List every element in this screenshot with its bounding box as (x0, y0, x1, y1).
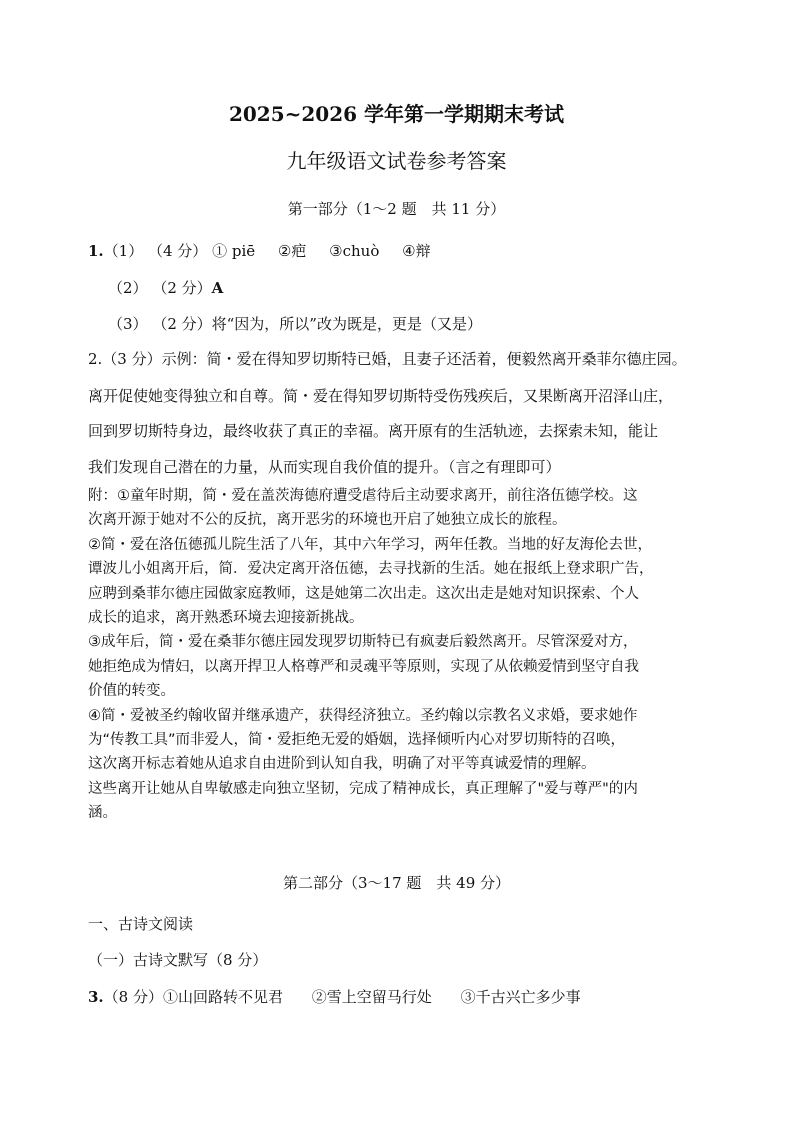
part2-heading: 第二部分（3～17 题 共 49 分） (282, 874, 511, 892)
q3-item: ③千古兴亡多少事 (460, 988, 581, 1006)
q1-s2-score: （2 分） (152, 279, 212, 297)
q1-s3-label: （3） (108, 315, 148, 333)
q1-s1-item: ① piē (212, 242, 256, 260)
q1-s1-item: ②疤 (277, 242, 307, 260)
appendix-line: 应聘到桑菲尔德庄园做家庭教师，这是她第二次出走。这次出走是她对知识探索、个人 (88, 585, 639, 602)
q3-number: 3. (88, 988, 104, 1006)
exam-subtitle: 九年级语文试卷参考答案 (286, 149, 507, 173)
q1-number: 1. (88, 242, 104, 260)
q1-sub1 (88, 240, 431, 261)
q2-line: 2.（3 分）示例：简・爱在得知罗切斯特已婚，且妻子还活着，便毅然离开桑菲尔德庄园。 (88, 350, 687, 368)
appendix-line: 涵。 (88, 805, 117, 822)
appendix-line: 这次离开标志着她从追求自由进阶到认知自我，明确了对平等真诚爱情的理解。 (88, 756, 596, 773)
q3-item: ①山回路转不见君 (162, 988, 283, 1006)
appendix-line: ③成年后，简・爱在桑菲尔德庄园发现罗切斯特已有疯妻后毅然离开。尽管深爱对方， (88, 634, 638, 651)
q1-s1-item: ③chuò (329, 242, 380, 260)
part1-heading: 第一部分（1～2 题 共 11 分） (287, 200, 506, 218)
q2-line: 回到罗切斯特身边，最终收获了真正的幸福。离开原有的生活轨迹，去探索未知，能让 (88, 422, 659, 440)
q1-s3-score: （2 分） (152, 315, 212, 333)
section1-heading: 一、古诗文阅读 (88, 915, 194, 933)
appendix-line: 成长的追求，离开熟悉环境去迎接新挑战。 (88, 610, 364, 627)
q3-line (88, 986, 581, 1007)
q3-score: （8 分） (103, 988, 163, 1006)
q1-sub3 (108, 313, 482, 334)
q2-line: 离开促使她变得独立和自尊。简・爱在得知罗切斯特受伤残疾后，又果断离开沼泽山庄， (88, 387, 674, 405)
appendix (88, 484, 728, 826)
appendix-line: 次离开源于她对不公的反抗，离开恶劣的环境也开启了她独立成长的旅程。 (88, 512, 567, 529)
exam-title: 2025~2026 学年第一学期期末考试 (228, 102, 565, 126)
appendix-line: 为“传教工具”而非爱人，简・爱拒绝无爱的婚姻，选择倾听内心对罗切斯特的召唤， (88, 732, 626, 749)
q1-s2-answer: A (211, 279, 224, 297)
appendix-line: 价值的转变。 (88, 683, 175, 700)
q1-s3-answer: 将“因为，所以”改为既是，更是（又是） (211, 315, 482, 333)
appendix-line: 她拒绝成为情妇，以离开捍卫人格尊严和灵魂平等原则，实现了从依赖爱情到坚守自我 (88, 658, 639, 675)
appendix-line: ④简・爱被圣约翰收留并继承遗产，获得经济独立。圣约翰以宗教名义求婚，要求她作 (88, 707, 638, 724)
section1-1-heading: （一）古诗文默写（8 分） (88, 951, 268, 969)
q1-s1-label: （1） (103, 242, 144, 260)
appendix-line: 谭波儿小姐离开后，简．爱决定离开洛伍德，去寻找新的生活。她在报纸上登求职广告， (88, 561, 654, 578)
appendix-line: 附：①童年时期，简・爱在盖茨海德府遭受虐待后主动要求离开，前往洛伍德学校。这 (88, 488, 638, 504)
q1-s1-score: （4 分） (148, 242, 208, 260)
q2-line: 我们发现自己潜在的力量，从而实现自我价值的提升。（言之有理即可） (88, 458, 561, 476)
appendix-line: 这些离开让她从自卑敏感走向独立坚韧，完成了精神成长，真正理解了"爱与尊严"的内 (88, 780, 638, 797)
q1-sub2 (108, 277, 223, 298)
q1-s1-item: ④辩 (402, 242, 431, 260)
appendix-line: ②简・爱在洛伍德孤儿院生活了八年，其中六年学习，两年任教。当地的好友海伦去世， (88, 536, 652, 553)
q3-item: ②雪上空留马行处 (311, 988, 432, 1006)
q1-s2-label: （2） (108, 279, 148, 297)
